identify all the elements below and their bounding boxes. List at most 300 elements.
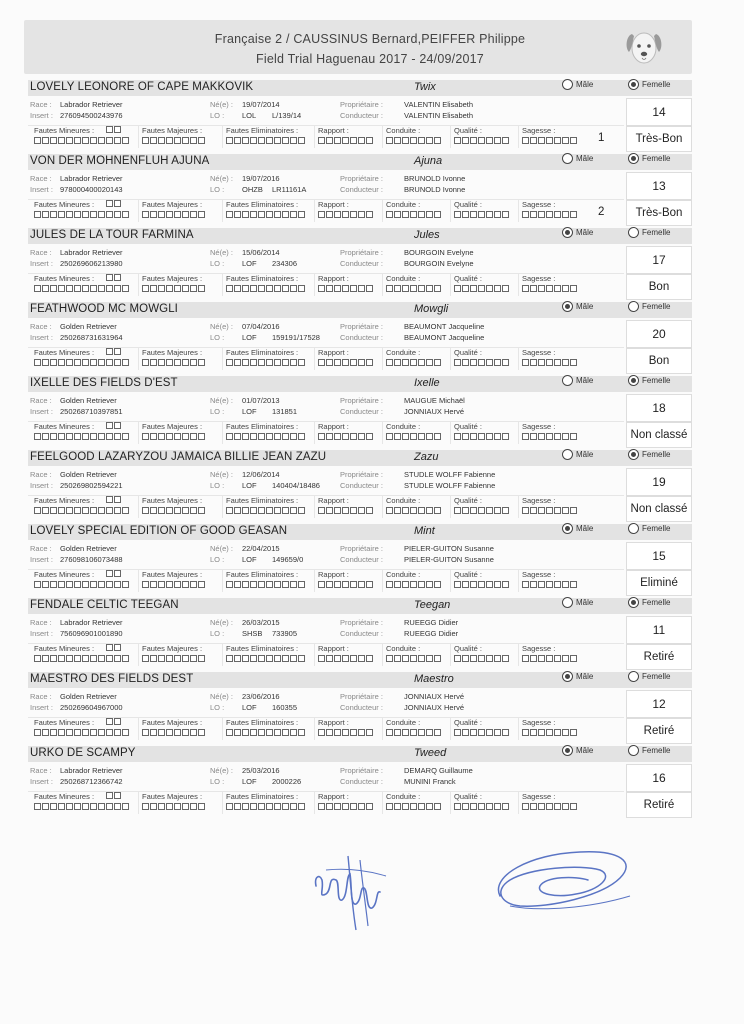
checkbox[interactable] (250, 655, 257, 662)
checkbox[interactable] (426, 137, 433, 144)
checkbox[interactable] (150, 211, 157, 218)
checkbox[interactable] (158, 433, 165, 440)
checkbox[interactable] (234, 359, 241, 366)
checkbox[interactable] (226, 581, 233, 588)
checkbox[interactable] (410, 359, 417, 366)
checkbox[interactable] (454, 507, 461, 514)
female-option[interactable] (628, 153, 670, 164)
checkbox[interactable] (554, 729, 561, 736)
female-radio[interactable] (628, 79, 639, 90)
fautes-mineures-boxes[interactable] (34, 803, 129, 810)
checkbox[interactable] (258, 211, 265, 218)
checkbox[interactable] (538, 359, 545, 366)
checkbox[interactable] (182, 507, 189, 514)
checkbox[interactable] (318, 211, 325, 218)
checkbox[interactable] (402, 137, 409, 144)
checkbox[interactable] (538, 507, 545, 514)
checkbox[interactable] (282, 211, 289, 218)
checkbox[interactable] (350, 803, 357, 810)
checkbox[interactable] (182, 137, 189, 144)
checkbox[interactable] (394, 137, 401, 144)
checkbox[interactable] (258, 137, 265, 144)
male-radio[interactable] (562, 671, 573, 682)
checkbox[interactable] (226, 433, 233, 440)
conduite-boxes[interactable] (386, 211, 441, 218)
checkbox[interactable] (298, 729, 305, 736)
checkbox[interactable] (150, 433, 157, 440)
checkbox[interactable] (358, 729, 365, 736)
checkbox[interactable] (226, 285, 233, 292)
checkbox[interactable] (50, 285, 57, 292)
fautes-eliminatoires-boxes[interactable] (226, 433, 305, 440)
checkbox[interactable] (250, 433, 257, 440)
checkbox[interactable] (326, 137, 333, 144)
checkbox[interactable] (494, 507, 501, 514)
checkbox[interactable] (274, 211, 281, 218)
checkbox[interactable] (106, 433, 113, 440)
checkbox[interactable] (74, 137, 81, 144)
checkbox[interactable] (158, 803, 165, 810)
fautes-majeures-boxes[interactable] (142, 433, 205, 440)
checkbox[interactable] (66, 359, 73, 366)
checkbox[interactable] (106, 655, 113, 662)
checkbox[interactable] (174, 507, 181, 514)
checkbox[interactable] (198, 359, 205, 366)
fautes-mineures-header-boxes[interactable] (106, 792, 121, 799)
sagesse-boxes[interactable] (522, 729, 577, 736)
qualite-boxes[interactable] (454, 581, 509, 588)
checkbox[interactable] (318, 359, 325, 366)
checkbox[interactable] (142, 137, 149, 144)
checkbox[interactable] (50, 433, 57, 440)
checkbox[interactable] (74, 655, 81, 662)
checkbox[interactable] (334, 137, 341, 144)
checkbox[interactable] (158, 729, 165, 736)
checkbox[interactable] (494, 137, 501, 144)
checkbox[interactable] (98, 285, 105, 292)
checkbox[interactable] (158, 285, 165, 292)
checkbox[interactable] (410, 581, 417, 588)
checkbox[interactable] (502, 581, 509, 588)
checkbox[interactable] (418, 803, 425, 810)
fautes-majeures-boxes[interactable] (142, 729, 205, 736)
checkbox[interactable] (470, 655, 477, 662)
checkbox[interactable] (114, 655, 121, 662)
checkbox[interactable] (142, 507, 149, 514)
checkbox[interactable] (282, 359, 289, 366)
fautes-eliminatoires-boxes[interactable] (226, 359, 305, 366)
fautes-mineures-boxes[interactable] (34, 433, 129, 440)
checkbox[interactable] (242, 581, 249, 588)
checkbox[interactable] (226, 211, 233, 218)
checkbox[interactable] (90, 581, 97, 588)
fautes-eliminatoires-boxes[interactable] (226, 803, 305, 810)
checkbox[interactable] (394, 433, 401, 440)
checkbox[interactable] (90, 285, 97, 292)
checkbox[interactable] (426, 285, 433, 292)
checkbox[interactable] (342, 211, 349, 218)
checkbox[interactable] (266, 285, 273, 292)
male-option[interactable] (562, 523, 593, 534)
checkbox[interactable] (478, 581, 485, 588)
checkbox[interactable] (402, 729, 409, 736)
checkbox[interactable] (570, 211, 577, 218)
checkbox[interactable] (334, 433, 341, 440)
checkbox[interactable] (570, 433, 577, 440)
checkbox[interactable] (42, 211, 49, 218)
male-option[interactable] (562, 671, 593, 682)
checkbox[interactable] (174, 211, 181, 218)
checkbox[interactable] (334, 581, 341, 588)
checkbox[interactable] (142, 359, 149, 366)
checkbox[interactable] (150, 803, 157, 810)
fautes-mineures-boxes[interactable] (34, 211, 129, 218)
checkbox[interactable] (402, 285, 409, 292)
checkbox[interactable] (342, 137, 349, 144)
checkbox[interactable] (250, 137, 257, 144)
checkbox[interactable] (546, 581, 553, 588)
checkbox[interactable] (418, 211, 425, 218)
checkbox[interactable] (502, 507, 509, 514)
fautes-mineures-header-boxes[interactable] (106, 348, 121, 355)
checkbox[interactable] (50, 359, 57, 366)
checkbox[interactable] (562, 211, 569, 218)
checkbox[interactable] (530, 137, 537, 144)
female-radio[interactable] (628, 301, 639, 312)
checkbox[interactable] (358, 359, 365, 366)
checkbox[interactable] (166, 803, 173, 810)
checkbox[interactable] (282, 137, 289, 144)
checkbox[interactable] (106, 285, 113, 292)
checkbox[interactable] (90, 729, 97, 736)
sagesse-boxes[interactable] (522, 655, 577, 662)
conduite-boxes[interactable] (386, 803, 441, 810)
checkbox[interactable] (434, 137, 441, 144)
checkbox[interactable] (226, 359, 233, 366)
checkbox[interactable] (366, 433, 373, 440)
sagesse-boxes[interactable] (522, 359, 577, 366)
checkbox[interactable] (198, 507, 205, 514)
male-option[interactable] (562, 153, 593, 164)
fautes-eliminatoires-boxes[interactable] (226, 507, 305, 514)
checkbox[interactable] (234, 285, 241, 292)
checkbox[interactable] (190, 359, 197, 366)
checkbox[interactable] (342, 803, 349, 810)
checkbox[interactable] (478, 507, 485, 514)
checkbox[interactable] (174, 655, 181, 662)
checkbox[interactable] (198, 285, 205, 292)
checkbox[interactable] (266, 359, 273, 366)
fautes-mineures-boxes[interactable] (34, 137, 129, 144)
checkbox[interactable] (182, 655, 189, 662)
sagesse-boxes[interactable] (522, 211, 577, 218)
checkbox[interactable] (494, 655, 501, 662)
checkbox[interactable] (546, 729, 553, 736)
checkbox[interactable] (282, 655, 289, 662)
checkbox[interactable] (98, 359, 105, 366)
rapport-boxes[interactable] (318, 211, 373, 218)
checkbox[interactable] (114, 792, 121, 799)
checkbox[interactable] (522, 655, 529, 662)
checkbox[interactable] (350, 655, 357, 662)
checkbox[interactable] (166, 433, 173, 440)
checkbox[interactable] (530, 729, 537, 736)
checkbox[interactable] (554, 359, 561, 366)
checkbox[interactable] (266, 507, 273, 514)
checkbox[interactable] (242, 285, 249, 292)
female-radio[interactable] (628, 227, 639, 238)
checkbox[interactable] (426, 581, 433, 588)
checkbox[interactable] (66, 137, 73, 144)
checkbox[interactable] (290, 581, 297, 588)
checkbox[interactable] (58, 729, 65, 736)
male-radio[interactable] (562, 301, 573, 312)
checkbox[interactable] (434, 359, 441, 366)
checkbox[interactable] (350, 211, 357, 218)
checkbox[interactable] (462, 803, 469, 810)
checkbox[interactable] (426, 803, 433, 810)
checkbox[interactable] (106, 581, 113, 588)
checkbox[interactable] (114, 200, 121, 207)
checkbox[interactable] (434, 581, 441, 588)
checkbox[interactable] (58, 211, 65, 218)
checkbox[interactable] (122, 211, 129, 218)
checkbox[interactable] (34, 433, 41, 440)
checkbox[interactable] (34, 507, 41, 514)
fautes-mineures-boxes[interactable] (34, 729, 129, 736)
checkbox[interactable] (470, 211, 477, 218)
checkbox[interactable] (274, 729, 281, 736)
checkbox[interactable] (394, 729, 401, 736)
checkbox[interactable] (470, 729, 477, 736)
female-option[interactable] (628, 375, 670, 386)
checkbox[interactable] (174, 729, 181, 736)
fautes-mineures-boxes[interactable] (34, 507, 129, 514)
checkbox[interactable] (114, 581, 121, 588)
checkbox[interactable] (182, 285, 189, 292)
checkbox[interactable] (486, 803, 493, 810)
checkbox[interactable] (470, 137, 477, 144)
checkbox[interactable] (150, 581, 157, 588)
checkbox[interactable] (114, 644, 121, 651)
male-option[interactable] (562, 449, 593, 460)
checkbox[interactable] (494, 285, 501, 292)
checkbox[interactable] (34, 285, 41, 292)
checkbox[interactable] (242, 729, 249, 736)
conduite-boxes[interactable] (386, 285, 441, 292)
checkbox[interactable] (290, 359, 297, 366)
checkbox[interactable] (538, 655, 545, 662)
checkbox[interactable] (174, 359, 181, 366)
checkbox[interactable] (250, 359, 257, 366)
checkbox[interactable] (74, 803, 81, 810)
checkbox[interactable] (366, 285, 373, 292)
fautes-mineures-header-boxes[interactable] (106, 718, 121, 725)
checkbox[interactable] (106, 211, 113, 218)
checkbox[interactable] (234, 137, 241, 144)
checkbox[interactable] (494, 433, 501, 440)
checkbox[interactable] (82, 581, 89, 588)
qualite-boxes[interactable] (454, 285, 509, 292)
checkbox[interactable] (554, 137, 561, 144)
checkbox[interactable] (410, 803, 417, 810)
checkbox[interactable] (522, 137, 529, 144)
checkbox[interactable] (58, 433, 65, 440)
checkbox[interactable] (42, 137, 49, 144)
checkbox[interactable] (562, 433, 569, 440)
checkbox[interactable] (546, 285, 553, 292)
checkbox[interactable] (562, 803, 569, 810)
checkbox[interactable] (342, 433, 349, 440)
checkbox[interactable] (434, 507, 441, 514)
checkbox[interactable] (410, 507, 417, 514)
checkbox[interactable] (158, 211, 165, 218)
checkbox[interactable] (454, 137, 461, 144)
checkbox[interactable] (98, 581, 105, 588)
male-radio[interactable] (562, 227, 573, 238)
checkbox[interactable] (50, 137, 57, 144)
checkbox[interactable] (502, 137, 509, 144)
checkbox[interactable] (318, 581, 325, 588)
checkbox[interactable] (426, 433, 433, 440)
checkbox[interactable] (190, 211, 197, 218)
checkbox[interactable] (142, 211, 149, 218)
checkbox[interactable] (142, 285, 149, 292)
checkbox[interactable] (290, 729, 297, 736)
checkbox[interactable] (34, 211, 41, 218)
female-radio[interactable] (628, 375, 639, 386)
checkbox[interactable] (402, 655, 409, 662)
checkbox[interactable] (478, 803, 485, 810)
checkbox[interactable] (174, 285, 181, 292)
checkbox[interactable] (478, 729, 485, 736)
checkbox[interactable] (166, 211, 173, 218)
checkbox[interactable] (290, 803, 297, 810)
male-option[interactable] (562, 227, 593, 238)
checkbox[interactable] (114, 507, 121, 514)
checkbox[interactable] (150, 285, 157, 292)
checkbox[interactable] (122, 137, 129, 144)
checkbox[interactable] (174, 581, 181, 588)
fautes-majeures-boxes[interactable] (142, 655, 205, 662)
checkbox[interactable] (198, 803, 205, 810)
checkbox[interactable] (158, 581, 165, 588)
checkbox[interactable] (198, 137, 205, 144)
checkbox[interactable] (66, 433, 73, 440)
female-option[interactable] (628, 523, 670, 534)
checkbox[interactable] (454, 433, 461, 440)
checkbox[interactable] (334, 285, 341, 292)
conduite-boxes[interactable] (386, 581, 441, 588)
fautes-mineures-header-boxes[interactable] (106, 644, 121, 651)
fautes-eliminatoires-boxes[interactable] (226, 211, 305, 218)
checkbox[interactable] (58, 507, 65, 514)
checkbox[interactable] (502, 211, 509, 218)
rapport-boxes[interactable] (318, 137, 373, 144)
checkbox[interactable] (290, 211, 297, 218)
checkbox[interactable] (226, 729, 233, 736)
checkbox[interactable] (486, 507, 493, 514)
checkbox[interactable] (234, 211, 241, 218)
checkbox[interactable] (182, 803, 189, 810)
checkbox[interactable] (502, 655, 509, 662)
checkbox[interactable] (90, 433, 97, 440)
checkbox[interactable] (258, 729, 265, 736)
checkbox[interactable] (418, 507, 425, 514)
checkbox[interactable] (486, 581, 493, 588)
fautes-eliminatoires-boxes[interactable] (226, 655, 305, 662)
female-radio[interactable] (628, 671, 639, 682)
checkbox[interactable] (106, 422, 113, 429)
rapport-boxes[interactable] (318, 433, 373, 440)
checkbox[interactable] (58, 581, 65, 588)
checkbox[interactable] (190, 285, 197, 292)
sagesse-boxes[interactable] (522, 285, 577, 292)
checkbox[interactable] (42, 803, 49, 810)
checkbox[interactable] (274, 433, 281, 440)
checkbox[interactable] (234, 433, 241, 440)
checkbox[interactable] (142, 581, 149, 588)
checkbox[interactable] (298, 655, 305, 662)
checkbox[interactable] (82, 803, 89, 810)
checkbox[interactable] (394, 507, 401, 514)
checkbox[interactable] (462, 581, 469, 588)
checkbox[interactable] (358, 137, 365, 144)
checkbox[interactable] (266, 581, 273, 588)
checkbox[interactable] (182, 729, 189, 736)
checkbox[interactable] (274, 507, 281, 514)
checkbox[interactable] (538, 581, 545, 588)
checkbox[interactable] (34, 655, 41, 662)
checkbox[interactable] (402, 803, 409, 810)
checkbox[interactable] (326, 211, 333, 218)
checkbox[interactable] (486, 211, 493, 218)
female-radio[interactable] (628, 523, 639, 534)
checkbox[interactable] (74, 507, 81, 514)
checkbox[interactable] (114, 718, 121, 725)
checkbox[interactable] (166, 581, 173, 588)
checkbox[interactable] (266, 729, 273, 736)
female-radio[interactable] (628, 597, 639, 608)
checkbox[interactable] (546, 433, 553, 440)
checkbox[interactable] (250, 285, 257, 292)
fautes-mineures-boxes[interactable] (34, 285, 129, 292)
fautes-majeures-boxes[interactable] (142, 285, 205, 292)
female-radio[interactable] (628, 745, 639, 756)
checkbox[interactable] (114, 274, 121, 281)
rapport-boxes[interactable] (318, 507, 373, 514)
checkbox[interactable] (570, 729, 577, 736)
fautes-mineures-header-boxes[interactable] (106, 570, 121, 577)
checkbox[interactable] (470, 359, 477, 366)
fautes-majeures-boxes[interactable] (142, 803, 205, 810)
checkbox[interactable] (334, 507, 341, 514)
checkbox[interactable] (34, 729, 41, 736)
checkbox[interactable] (106, 496, 113, 503)
female-option[interactable] (628, 671, 670, 682)
checkbox[interactable] (190, 137, 197, 144)
checkbox[interactable] (386, 359, 393, 366)
checkbox[interactable] (90, 655, 97, 662)
checkbox[interactable] (50, 211, 57, 218)
checkbox[interactable] (82, 433, 89, 440)
checkbox[interactable] (434, 211, 441, 218)
checkbox[interactable] (342, 655, 349, 662)
checkbox[interactable] (546, 507, 553, 514)
checkbox[interactable] (462, 137, 469, 144)
checkbox[interactable] (150, 137, 157, 144)
checkbox[interactable] (394, 211, 401, 218)
